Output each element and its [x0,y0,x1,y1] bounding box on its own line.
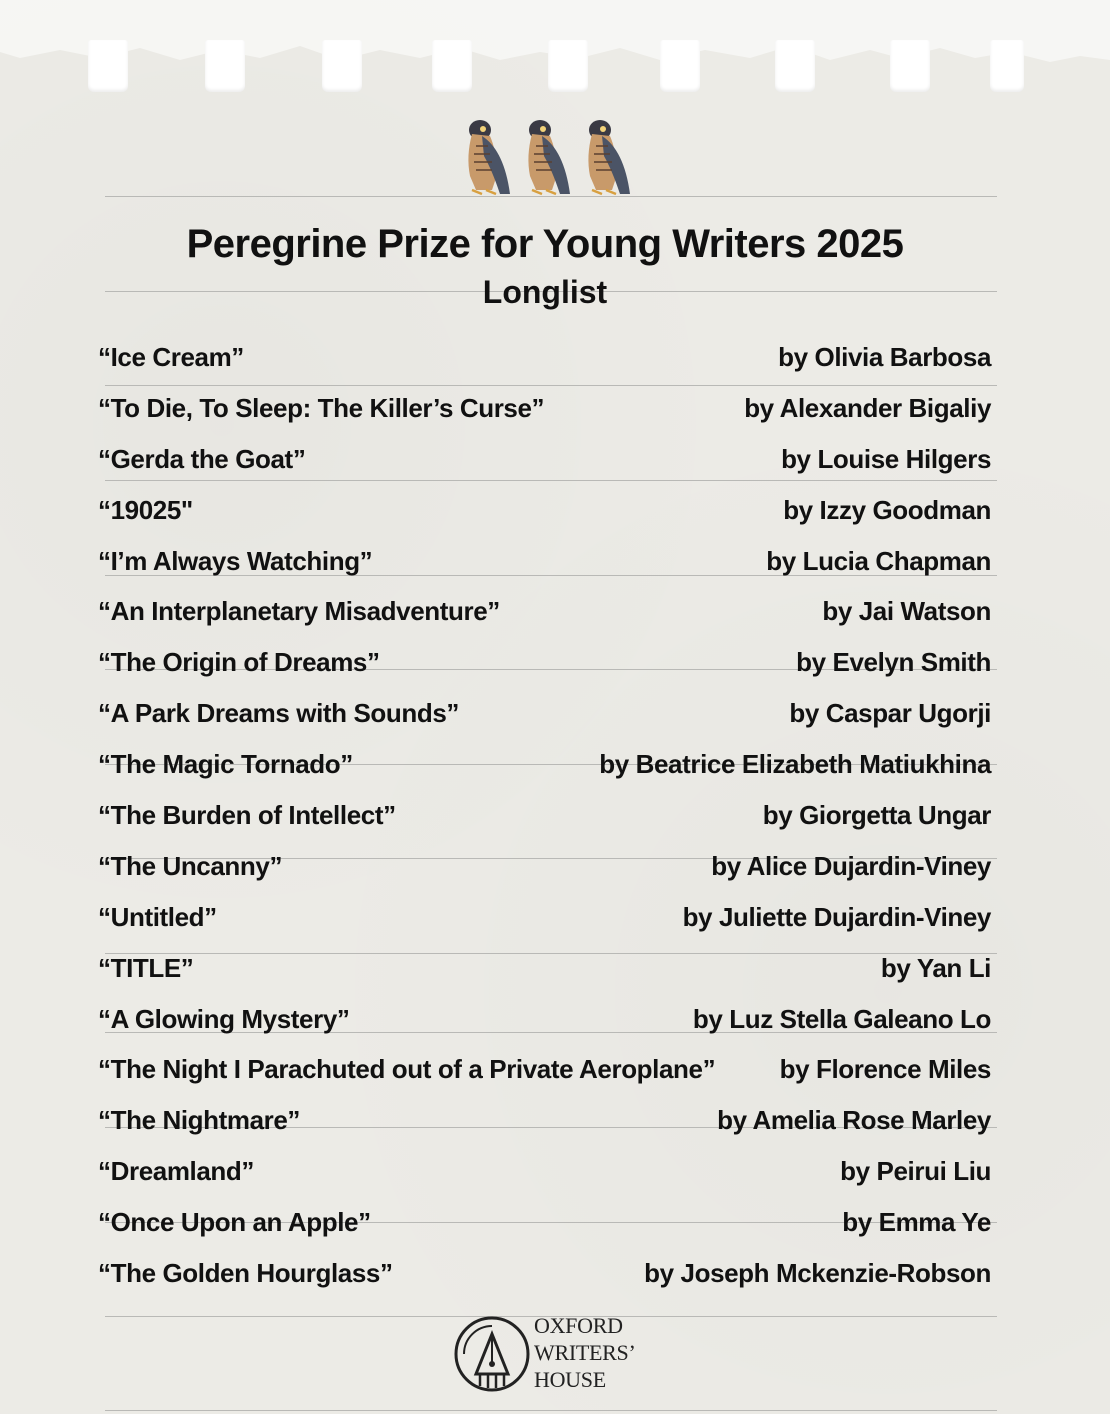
list-item [98,1146,991,1197]
entry-author: by Yan Li [880,952,991,983]
oxford-writers-house-logo [452,1308,652,1398]
logo-line: WRITERS’ [534,1340,636,1365]
list-item [98,994,991,1045]
list-item [98,637,991,688]
torn-edge [0,0,1110,100]
notebook-hole [205,40,245,92]
entry-author: by Peirui Liu [840,1156,991,1187]
logo-wordmark [534,1312,635,1393]
entry-title: “To Die, To Sleep: The Killer’s Curse” [98,392,545,423]
entry-author: by Izzy Goodman [783,494,991,525]
entry-title: “The Burden of Intellect” [98,799,396,830]
notebook-hole [990,40,1024,92]
entry-title: “The Origin of Dreams” [98,647,380,678]
list-item [98,790,991,841]
entry-author: by Amelia Rose Marley [717,1105,991,1136]
entry-title: “I’m Always Watching” [98,545,373,576]
peregrine-falcon-icon [468,120,510,194]
list-item [98,892,991,943]
entry-author: by Alexander Bigaliy [744,392,991,423]
notebook-hole [660,40,700,92]
list-item [98,688,991,739]
list-item [98,383,991,434]
list-item [98,332,991,383]
entry-title: “An Interplanetary Misadventure” [98,596,500,627]
entry-title: “A Glowing Mystery” [98,1003,350,1034]
notebook-hole [775,40,815,92]
notebook-hole [322,40,362,92]
entry-author: by Olivia Barbosa [778,341,991,372]
entry-title: “The Night I Parachuted out of a Private Aeroplane” [98,1054,716,1085]
entry-author: by Beatrice Elizabeth Matiukhina [599,749,991,780]
entry-author: by Luz Stella Galeano Lo [692,1003,991,1034]
list-item [98,434,991,485]
entry-title: “The Uncanny” [98,850,283,881]
notebook-hole [548,40,588,92]
entry-author: by Caspar Ugorji [789,698,991,729]
list-item [98,739,991,790]
list-item [98,1044,991,1095]
entry-title: “Ice Cream” [98,341,244,372]
entry-author: by Lucia Chapman [766,545,991,576]
logo-line: OXFORD [534,1313,623,1338]
entry-title: “Dreamland” [98,1156,254,1187]
entry-title: “Gerda the Goat” [98,443,306,474]
entry-title: “The Nightmare” [98,1105,301,1136]
list-item [98,841,991,892]
entry-author: by Giorgetta Ungar [762,799,991,830]
list-item [98,536,991,587]
peregrine-falcon-icon [528,120,570,194]
notebook-hole [88,40,128,92]
ruled-line [105,196,997,197]
entry-author: by Evelyn Smith [796,647,991,678]
entry-title: “Untitled” [98,901,217,932]
list-item [98,1248,991,1299]
list-item [98,943,991,994]
pen-nib-emblem-icon [452,1314,532,1394]
entry-author: by Joseph Mckenzie-Robson [644,1257,991,1288]
page-subtitle: Longlist [482,274,608,310]
entry-title: “Once Upon an Apple” [98,1207,371,1238]
entry-author: by Alice Dujardin-Viney [711,850,991,881]
list-item [98,1095,991,1146]
list-item [98,586,991,637]
entry-author: by Louise Hilgers [781,443,991,474]
logo-line: HOUSE [534,1367,606,1392]
entry-author: by Emma Ye [842,1207,991,1238]
falcon-illustration [452,110,642,200]
entry-title: “TITLE” [98,952,194,983]
entry-author: by Juliette Dujardin-Viney [682,901,991,932]
list-item [98,485,991,536]
ruled-line [105,1410,997,1411]
entry-title: “The Golden Hourglass” [98,1257,393,1288]
entry-title: “A Park Dreams with Sounds” [98,698,459,729]
notebook-hole [432,40,472,92]
entry-author: by Florence Miles [779,1054,991,1085]
longlist [98,332,991,1299]
peregrine-falcon-icon [588,120,630,194]
entry-title: “19025" [98,494,193,525]
entry-title: “The Magic Tornado” [98,749,353,780]
list-item [98,1197,991,1248]
notebook-hole [890,40,930,92]
entry-author: by Jai Watson [822,596,991,627]
page-title: Peregrine Prize for Young Writers 2025 [186,222,904,266]
